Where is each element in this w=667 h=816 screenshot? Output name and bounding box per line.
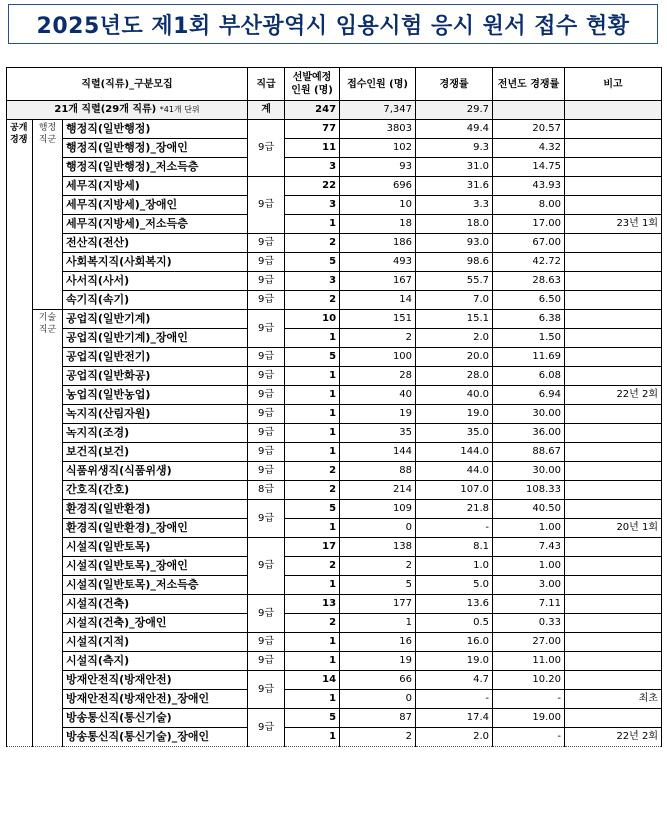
table-row: [7, 595, 662, 614]
table-row: [7, 614, 662, 633]
note-cell: [565, 462, 662, 481]
header-planned: 선발예정 인원 (명): [285, 68, 340, 101]
applicants-cell: 2: [340, 557, 416, 576]
job-name-cell: 농업직(일반농업): [63, 386, 248, 405]
applicants-cell: 5: [340, 576, 416, 595]
note-cell: 20년 1회: [565, 519, 662, 538]
grade-cell: 9급: [248, 709, 285, 747]
note-cell: [565, 177, 662, 196]
table-header-row: [7, 68, 662, 101]
note-cell: [565, 424, 662, 443]
applicants-cell: 138: [340, 538, 416, 557]
planned-cell: 2: [285, 234, 340, 253]
job-name-cell: 식품위생직(식품위생): [63, 462, 248, 481]
note-cell: [565, 310, 662, 329]
applicants-cell: 2: [340, 728, 416, 747]
rate-cell: 4.7: [416, 671, 493, 690]
job-name-cell: 시설직(일반토목)_장애인: [63, 557, 248, 576]
page-title-box: [8, 4, 658, 44]
table-row: [7, 652, 662, 671]
prev-rate-cell: 8.00: [493, 196, 565, 215]
note-cell: [565, 500, 662, 519]
prev-rate-cell: 19.00: [493, 709, 565, 728]
rate-cell: -: [416, 690, 493, 709]
prev-rate-cell: 11.00: [493, 652, 565, 671]
table-row: [7, 671, 662, 690]
applicants-cell: 19: [340, 652, 416, 671]
job-name-cell: 보건직(보건): [63, 443, 248, 462]
planned-cell: 1: [285, 405, 340, 424]
note-cell: [565, 557, 662, 576]
job-name-cell: 환경직(일반환경)_장애인: [63, 519, 248, 538]
job-name-cell: 공업직(일반화공): [63, 367, 248, 386]
planned-cell: 11: [285, 139, 340, 158]
rate-cell: 19.0: [416, 652, 493, 671]
prev-rate-cell: 11.69: [493, 348, 565, 367]
rate-cell: 15.1: [416, 310, 493, 329]
applicants-cell: 18: [340, 215, 416, 234]
prev-rate-cell: 20.57: [493, 120, 565, 139]
applicants-cell: 144: [340, 443, 416, 462]
planned-cell: 13: [285, 595, 340, 614]
applicants-cell: 3803: [340, 120, 416, 139]
planned-cell: 3: [285, 196, 340, 215]
applicants-cell: 151: [340, 310, 416, 329]
table-row: [7, 728, 662, 747]
grade-cell: 9급: [248, 405, 285, 424]
table-row: [7, 310, 662, 329]
prev-rate-cell: 1.50: [493, 329, 565, 348]
applicants-cell: 10: [340, 196, 416, 215]
table-row: [7, 538, 662, 557]
job-name-cell: 녹지직(산림자원): [63, 405, 248, 424]
summary-label-cell: [7, 101, 248, 120]
grade-cell: 9급: [248, 424, 285, 443]
table-row: [7, 443, 662, 462]
planned-cell: 5: [285, 500, 340, 519]
planned-cell: 1: [285, 519, 340, 538]
planned-cell: 17: [285, 538, 340, 557]
grade-cell: 9급: [248, 177, 285, 234]
job-name-cell: 방재안전직(방재안전)_장애인: [63, 690, 248, 709]
grade-cell: 9급: [248, 348, 285, 367]
rate-cell: 20.0: [416, 348, 493, 367]
note-cell: [565, 652, 662, 671]
job-name-cell: 방재안전직(방재안전): [63, 671, 248, 690]
grade-cell: 9급: [248, 291, 285, 310]
table-row: [7, 386, 662, 405]
applicants-cell: 696: [340, 177, 416, 196]
table-row: [7, 329, 662, 348]
rate-cell: 8.1: [416, 538, 493, 557]
job-name-cell: 행정직(일반행정)_장애인: [63, 139, 248, 158]
job-name-cell: 간호직(간호): [63, 481, 248, 500]
note-cell: [565, 538, 662, 557]
rate-cell: 49.4: [416, 120, 493, 139]
rate-cell: 16.0: [416, 633, 493, 652]
planned-cell: 3: [285, 272, 340, 291]
note-cell: [565, 120, 662, 139]
page-title: 2025년도 제1회 부산광역시 임용시험 응시 원서 접수 현황: [36, 13, 630, 39]
planned-cell: 1: [285, 652, 340, 671]
rate-cell: 0.5: [416, 614, 493, 633]
note-cell: [565, 443, 662, 462]
rate-cell: 44.0: [416, 462, 493, 481]
planned-cell: 2: [285, 614, 340, 633]
job-name-cell: 시설직(지적): [63, 633, 248, 652]
job-name-cell: 시설직(일반토목): [63, 538, 248, 557]
grade-cell: 9급: [248, 120, 285, 177]
job-name-cell: 환경직(일반환경): [63, 500, 248, 519]
grade-cell: 9급: [248, 500, 285, 538]
note-cell: [565, 253, 662, 272]
applicants-cell: 14: [340, 291, 416, 310]
rate-cell: 5.0: [416, 576, 493, 595]
grade-cell: 9급: [248, 462, 285, 481]
prev-rate-cell: 27.00: [493, 633, 565, 652]
note-cell: [565, 329, 662, 348]
job-name-cell: 시설직(측지): [63, 652, 248, 671]
job-name-cell: 공업직(일반전기): [63, 348, 248, 367]
grade-cell: 9급: [248, 652, 285, 671]
table-row: [7, 234, 662, 253]
planned-cell: 1: [285, 386, 340, 405]
note-cell: [565, 348, 662, 367]
summary-rate: 29.7: [416, 101, 493, 120]
planned-cell: 1: [285, 215, 340, 234]
note-cell: [565, 139, 662, 158]
note-cell: [565, 633, 662, 652]
rate-cell: 18.0: [416, 215, 493, 234]
table-row: [7, 690, 662, 709]
table-row: [7, 253, 662, 272]
prev-rate-cell: -: [493, 728, 565, 747]
application-status-table: [6, 67, 662, 747]
table-row: [7, 500, 662, 519]
note-cell: [565, 234, 662, 253]
applicants-cell: 93: [340, 158, 416, 177]
job-name-cell: 녹지직(조경): [63, 424, 248, 443]
prev-rate-cell: 17.00: [493, 215, 565, 234]
applicants-cell: 66: [340, 671, 416, 690]
job-name-cell: 전산직(전산): [63, 234, 248, 253]
applicants-cell: 28: [340, 367, 416, 386]
note-cell: [565, 576, 662, 595]
note-cell: [565, 367, 662, 386]
job-name-cell: 사서직(사서): [63, 272, 248, 291]
job-name-cell: 공업직(일반기계): [63, 310, 248, 329]
applicants-cell: 88: [340, 462, 416, 481]
job-name-cell: 행정직(일반행정): [63, 120, 248, 139]
applicants-cell: 167: [340, 272, 416, 291]
note-cell: [565, 614, 662, 633]
prev-rate-cell: 0.33: [493, 614, 565, 633]
planned-cell: 1: [285, 576, 340, 595]
prev-rate-cell: 36.00: [493, 424, 565, 443]
job-name-cell: 시설직(일반토목)_저소득층: [63, 576, 248, 595]
note-cell: 최초: [565, 690, 662, 709]
summary-label: 21개 직렬(29개 직류): [54, 104, 157, 115]
grade-cell: 9급: [248, 595, 285, 633]
header-note: 비고: [565, 68, 662, 101]
header-rate: 경쟁률: [416, 68, 493, 101]
table-row: [7, 519, 662, 538]
job-name-cell: 속기직(속기): [63, 291, 248, 310]
table-row: [7, 557, 662, 576]
rate-cell: 1.0: [416, 557, 493, 576]
table-row: [7, 177, 662, 196]
prev-rate-cell: 30.00: [493, 462, 565, 481]
table-row: [7, 424, 662, 443]
note-cell: [565, 291, 662, 310]
header-applicants: 접수인원 (명): [340, 68, 416, 101]
prev-rate-cell: 43.93: [493, 177, 565, 196]
rate-cell: 31.0: [416, 158, 493, 177]
note-cell: [565, 595, 662, 614]
planned-cell: 1: [285, 424, 340, 443]
prev-rate-cell: 1.00: [493, 557, 565, 576]
prev-rate-cell: 30.00: [493, 405, 565, 424]
prev-rate-cell: 40.50: [493, 500, 565, 519]
table-row: [7, 158, 662, 177]
prev-rate-cell: 7.43: [493, 538, 565, 557]
rate-cell: 35.0: [416, 424, 493, 443]
job-name-cell: 세무직(지방세)_저소득층: [63, 215, 248, 234]
note-cell: 22년 2회: [565, 728, 662, 747]
rate-cell: 28.0: [416, 367, 493, 386]
rate-cell: 31.6: [416, 177, 493, 196]
grade-cell: 9급: [248, 671, 285, 709]
grade-cell: 8급: [248, 481, 285, 500]
rate-cell: 2.0: [416, 329, 493, 348]
applicants-cell: 493: [340, 253, 416, 272]
prev-rate-cell: 6.38: [493, 310, 565, 329]
planned-cell: 5: [285, 253, 340, 272]
applicants-cell: 2: [340, 329, 416, 348]
table-row: [7, 576, 662, 595]
note-cell: [565, 158, 662, 177]
planned-cell: 22: [285, 177, 340, 196]
grade-cell: 9급: [248, 272, 285, 291]
applicants-cell: 109: [340, 500, 416, 519]
prev-rate-cell: -: [493, 690, 565, 709]
table-row: [7, 272, 662, 291]
planned-cell: 10: [285, 310, 340, 329]
prev-rate-cell: 3.00: [493, 576, 565, 595]
job-name-cell: 세무직(지방세)_장애인: [63, 196, 248, 215]
rate-cell: 19.0: [416, 405, 493, 424]
note-cell: [565, 709, 662, 728]
header-prev-rate: 전년도 경쟁률: [493, 68, 565, 101]
applicants-cell: 87: [340, 709, 416, 728]
applicants-cell: 100: [340, 348, 416, 367]
job-name-cell: 공업직(일반기계)_장애인: [63, 329, 248, 348]
job-name-cell: 시설직(건축): [63, 595, 248, 614]
prev-rate-cell: 6.50: [493, 291, 565, 310]
rate-cell: 98.6: [416, 253, 493, 272]
note-cell: [565, 481, 662, 500]
applicants-cell: 16: [340, 633, 416, 652]
table-row: [7, 405, 662, 424]
job-name-cell: 시설직(건축)_장애인: [63, 614, 248, 633]
summary-row: [7, 101, 662, 120]
summary-planned: 247: [285, 101, 340, 120]
applicants-cell: 1: [340, 614, 416, 633]
note-cell: [565, 196, 662, 215]
summary-prev-rate: [493, 101, 565, 120]
applicants-cell: 177: [340, 595, 416, 614]
planned-cell: 1: [285, 367, 340, 386]
rate-cell: 3.3: [416, 196, 493, 215]
job-name-cell: 행정직(일반행정)_저소득층: [63, 158, 248, 177]
category-main: 공개 경쟁: [7, 120, 33, 747]
grade-cell: 9급: [248, 443, 285, 462]
applicants-cell: 40: [340, 386, 416, 405]
planned-cell: 2: [285, 462, 340, 481]
rate-cell: 21.8: [416, 500, 493, 519]
note-cell: [565, 405, 662, 424]
applicants-cell: 102: [340, 139, 416, 158]
rate-cell: 144.0: [416, 443, 493, 462]
prev-rate-cell: 88.67: [493, 443, 565, 462]
planned-cell: 2: [285, 557, 340, 576]
rate-cell: 9.3: [416, 139, 493, 158]
applicants-cell: 186: [340, 234, 416, 253]
rate-cell: 7.0: [416, 291, 493, 310]
table-row: [7, 291, 662, 310]
job-name-cell: 사회복지직(사회복지): [63, 253, 248, 272]
planned-cell: 1: [285, 690, 340, 709]
grade-cell: 9급: [248, 538, 285, 595]
prev-rate-cell: 42.72: [493, 253, 565, 272]
planned-cell: 3: [285, 158, 340, 177]
rate-cell: 13.6: [416, 595, 493, 614]
note-cell: [565, 671, 662, 690]
prev-rate-cell: 4.32: [493, 139, 565, 158]
planned-cell: 1: [285, 443, 340, 462]
summary-grade: 계: [248, 101, 285, 120]
planned-cell: 1: [285, 728, 340, 747]
rate-cell: 2.0: [416, 728, 493, 747]
summary-unit: *41개 단위: [159, 105, 200, 114]
applicants-cell: 19: [340, 405, 416, 424]
job-name-cell: 방송통신직(통신기술)_장애인: [63, 728, 248, 747]
table-row: [7, 367, 662, 386]
table-row: [7, 120, 662, 139]
applicants-cell: 214: [340, 481, 416, 500]
rate-cell: 17.4: [416, 709, 493, 728]
planned-cell: 5: [285, 709, 340, 728]
applicants-cell: 0: [340, 690, 416, 709]
summary-note: [565, 101, 662, 120]
job-name-cell: 세무직(지방세): [63, 177, 248, 196]
note-cell: [565, 272, 662, 291]
grade-cell: 9급: [248, 234, 285, 253]
planned-cell: 14: [285, 671, 340, 690]
rate-cell: 93.0: [416, 234, 493, 253]
prev-rate-cell: 7.11: [493, 595, 565, 614]
prev-rate-cell: 10.20: [493, 671, 565, 690]
prev-rate-cell: 108.33: [493, 481, 565, 500]
table-row: [7, 196, 662, 215]
prev-rate-cell: 6.08: [493, 367, 565, 386]
planned-cell: 2: [285, 291, 340, 310]
note-cell: 22년 2회: [565, 386, 662, 405]
rate-cell: -: [416, 519, 493, 538]
planned-cell: 1: [285, 633, 340, 652]
table-row: [7, 633, 662, 652]
table-row: [7, 139, 662, 158]
rate-cell: 40.0: [416, 386, 493, 405]
category-admin: 행정 직군: [33, 120, 63, 310]
planned-cell: 2: [285, 481, 340, 500]
header-grade: 직급: [248, 68, 285, 101]
applicants-cell: 0: [340, 519, 416, 538]
header-job: 직렬(직류)_구분모집: [7, 68, 248, 101]
rate-cell: 55.7: [416, 272, 493, 291]
planned-cell: 77: [285, 120, 340, 139]
prev-rate-cell: 6.94: [493, 386, 565, 405]
grade-cell: 9급: [248, 310, 285, 348]
grade-cell: 9급: [248, 633, 285, 652]
prev-rate-cell: 14.75: [493, 158, 565, 177]
summary-applicants: 7,347: [340, 101, 416, 120]
table-row: [7, 215, 662, 234]
table-row: [7, 462, 662, 481]
rate-cell: 107.0: [416, 481, 493, 500]
prev-rate-cell: 28.63: [493, 272, 565, 291]
prev-rate-cell: 1.00: [493, 519, 565, 538]
applicants-cell: 35: [340, 424, 416, 443]
table-row: [7, 481, 662, 500]
prev-rate-cell: 67.00: [493, 234, 565, 253]
job-name-cell: 방송통신직(통신기술): [63, 709, 248, 728]
grade-cell: 9급: [248, 367, 285, 386]
table-row: [7, 709, 662, 728]
grade-cell: 9급: [248, 386, 285, 405]
grade-cell: 9급: [248, 253, 285, 272]
planned-cell: 5: [285, 348, 340, 367]
planned-cell: 1: [285, 329, 340, 348]
table-row: [7, 348, 662, 367]
note-cell: 23년 1회: [565, 215, 662, 234]
category-tech: 기술 직군: [33, 310, 63, 747]
